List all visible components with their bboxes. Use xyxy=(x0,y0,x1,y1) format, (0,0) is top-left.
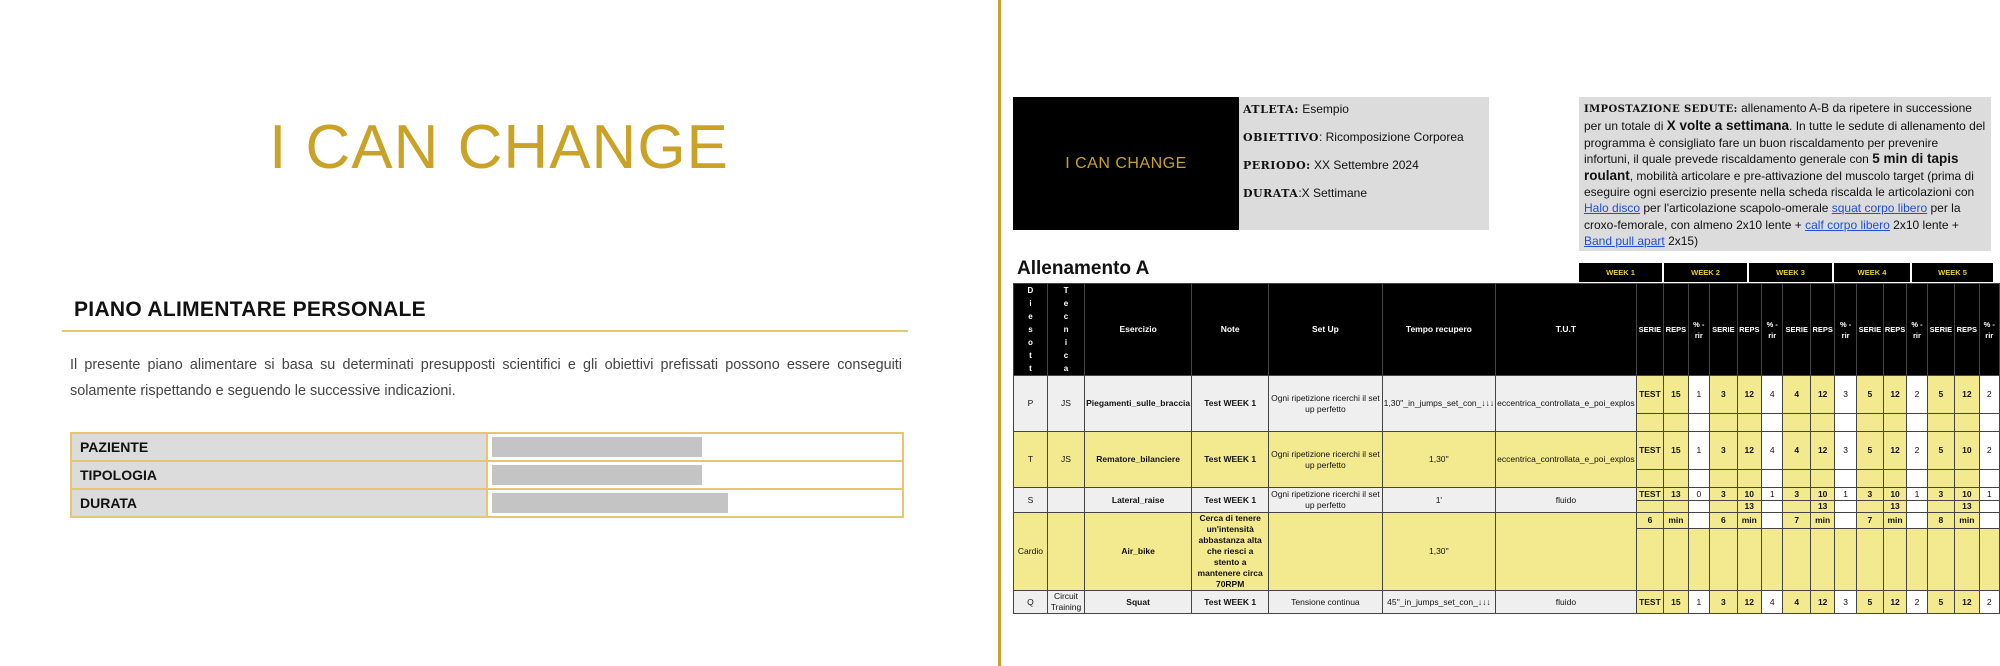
cell-week-value xyxy=(1811,414,1835,432)
cell-week-value: 10 xyxy=(1883,488,1906,501)
cell-week-value xyxy=(1979,528,1999,590)
cell-tempo: 1,30'' xyxy=(1382,513,1496,591)
cell-week-value: 10 xyxy=(1737,488,1761,501)
cell-setup xyxy=(1269,513,1382,591)
cell-week-value xyxy=(1927,470,1955,488)
brand-title: I CAN CHANGE xyxy=(269,113,729,182)
cell-week-value: min xyxy=(1664,513,1688,529)
table-row xyxy=(1014,376,2000,414)
cell-week-value: 5 xyxy=(1927,432,1955,470)
cell-note: Test WEEK 1 xyxy=(1192,591,1269,614)
cell-week-value xyxy=(1883,528,1906,590)
col-serie: SERIE xyxy=(1927,284,1955,376)
redacted-bar xyxy=(492,437,702,457)
cell-week-value xyxy=(1761,513,1783,529)
redacted-bar xyxy=(492,493,728,513)
col-tecnica: T e c n i c a xyxy=(1047,284,1084,376)
cell-week-value: 3 xyxy=(1783,488,1811,501)
cell-esercizio: Air_bike xyxy=(1085,513,1192,591)
cell-week-value xyxy=(1835,513,1857,529)
cell-week-value xyxy=(1856,501,1883,513)
cell-week-value: 10 xyxy=(1811,488,1835,501)
cell-week-value: 3 xyxy=(1710,591,1738,614)
week-header: WEEK 1 xyxy=(1579,263,1662,282)
cell-week-value: 10 xyxy=(1955,488,1979,501)
week-header: WEEK 5 xyxy=(1912,263,1993,282)
cell-week-value: 13 xyxy=(1955,501,1979,513)
patient-label: PAZIENTE xyxy=(71,433,487,461)
cell-week-value: 2 xyxy=(1979,376,1999,414)
table-row xyxy=(1014,488,2000,501)
cell-week-value xyxy=(1688,501,1710,513)
cell-tut: fluido xyxy=(1496,488,1637,513)
info-row-goal: OBIETTIVO: Ricomposizione Corporea xyxy=(1243,130,1464,144)
cell-week-value xyxy=(1811,470,1835,488)
cell-week-value: min xyxy=(1811,513,1835,529)
cell-esercizio: Squat xyxy=(1085,591,1192,614)
cell-week-value xyxy=(1883,470,1906,488)
cell-tut: eccentrica_controllata_e_poi_explos xyxy=(1496,376,1637,432)
cell-week-value: 5 xyxy=(1927,591,1955,614)
plan-intro: Il presente piano alimentare si basa su determinati presupposti scientifici e gli obiettivi prefissati possono essere conseguiti solamente rispettando e seguendo le successive indicazioni. xyxy=(70,357,902,399)
week-header: WEEK 4 xyxy=(1834,263,1910,282)
cell-week-value: TEST xyxy=(1636,432,1664,470)
redacted-bar xyxy=(492,465,702,485)
cell-week-value xyxy=(1955,414,1979,432)
cell-week-value: 1 xyxy=(1761,488,1783,501)
cell-setup: Ogni ripetizione ricerchi il set up perfetto xyxy=(1269,488,1382,513)
cell-week-value xyxy=(1664,414,1688,432)
col-rir: % - rir xyxy=(1835,284,1857,376)
cell-week-value: 15 xyxy=(1664,432,1688,470)
cell-week-value: min xyxy=(1883,513,1906,529)
duration-label: DURATA xyxy=(71,489,487,517)
cell-week-value: 10 xyxy=(1955,432,1979,470)
workout-table xyxy=(1013,283,2000,614)
col-serie: SERIE xyxy=(1783,284,1811,376)
title-divider xyxy=(62,330,908,332)
col-rir: % - rir xyxy=(1761,284,1783,376)
cell-week-value xyxy=(1856,528,1883,590)
cell-week-value xyxy=(1783,501,1811,513)
cell-week-value: 5 xyxy=(1927,376,1955,414)
cell-week-value: 1 xyxy=(1688,591,1710,614)
cell-distretto: Cardio xyxy=(1014,513,1048,591)
cell-week-value: 4 xyxy=(1761,591,1783,614)
cell-week-value: 3 xyxy=(1856,488,1883,501)
cell-esercizio: Lateral_raise xyxy=(1085,488,1192,513)
col-reps: REPS xyxy=(1955,284,1979,376)
cell-week-value: 1 xyxy=(1835,488,1857,501)
cell-week-value: min xyxy=(1955,513,1979,529)
cell-week-value: 5 xyxy=(1856,591,1883,614)
cell-week-value: 12 xyxy=(1883,591,1906,614)
cell-week-value xyxy=(1835,501,1857,513)
cell-week-value xyxy=(1710,528,1738,590)
squat-link[interactable]: squat corpo libero xyxy=(1831,201,1928,216)
cell-distretto: Q xyxy=(1014,591,1048,614)
table-row xyxy=(1014,591,2000,614)
cell-week-value: 3 xyxy=(1710,376,1738,414)
cell-week-value xyxy=(1783,528,1811,590)
cell-week-value: 3 xyxy=(1835,591,1857,614)
week-header: WEEK 2 xyxy=(1664,263,1747,282)
cell-week-value: 1 xyxy=(1907,488,1927,501)
calf-link[interactable]: calf corpo libero xyxy=(1805,217,1890,232)
cell-distretto: T xyxy=(1014,432,1048,488)
cell-week-value: 12 xyxy=(1955,376,1979,414)
cell-tecnica xyxy=(1047,488,1084,513)
cell-week-value: 12 xyxy=(1811,591,1835,614)
cell-week-value xyxy=(1883,414,1906,432)
cell-week-value: 12 xyxy=(1737,376,1761,414)
cell-week-value xyxy=(1927,528,1955,590)
plan-title: PIANO ALIMENTARE PERSONALE xyxy=(74,298,426,321)
cell-week-value xyxy=(1664,470,1688,488)
cell-week-value xyxy=(1835,414,1857,432)
info-row-athlete: ATLETA: Esempio xyxy=(1243,102,1349,116)
cell-week-value: 4 xyxy=(1761,432,1783,470)
nutrition-plan-page xyxy=(0,0,998,666)
cell-setup: Ogni ripetizione ricerchi il set up perfetto xyxy=(1269,376,1382,432)
workout-table-body xyxy=(1014,376,2000,614)
cell-note: Test WEEK 1 xyxy=(1192,488,1269,513)
cell-week-value xyxy=(1688,528,1710,590)
cell-week-value: 6 xyxy=(1710,513,1738,529)
cell-week-value xyxy=(1737,528,1761,590)
cell-week-value: 15 xyxy=(1664,591,1688,614)
cell-week-value: TEST xyxy=(1636,488,1664,501)
sheet-logo xyxy=(1013,97,1239,230)
col-rir: % - rir xyxy=(1979,284,1999,376)
cell-setup: Tensione continua xyxy=(1269,591,1382,614)
col-note: Note xyxy=(1192,284,1269,376)
cell-tut: eccentrica_controllata_e_poi_explos xyxy=(1496,432,1637,488)
cell-week-value: 1 xyxy=(1688,376,1710,414)
cell-week-value: 2 xyxy=(1979,591,1999,614)
cell-week-value: 5 xyxy=(1856,432,1883,470)
cell-week-value xyxy=(1979,414,1999,432)
cell-week-value: 1 xyxy=(1979,488,1999,501)
cell-tempo: 1,30''_in_jumps_set_con_↓↓↓ xyxy=(1382,376,1496,432)
workout-title: Allenamento A xyxy=(1017,258,1150,279)
cell-week-value: 2 xyxy=(1907,376,1927,414)
col-serie: SERIE xyxy=(1636,284,1664,376)
cell-week-value: 12 xyxy=(1883,432,1906,470)
cell-esercizio: Piegamenti_sulle_braccia xyxy=(1085,376,1192,432)
cell-week-value: TEST xyxy=(1636,376,1664,414)
col-reps: REPS xyxy=(1811,284,1835,376)
table-header-row xyxy=(1014,284,2000,376)
cell-week-value xyxy=(1907,470,1927,488)
cell-week-value: 2 xyxy=(1907,432,1927,470)
cell-week-value xyxy=(1783,470,1811,488)
training-sheet-page xyxy=(1001,0,2000,666)
sheet-logo-text: I CAN CHANGE xyxy=(1065,154,1187,172)
cell-week-value xyxy=(1710,414,1738,432)
cell-week-value: 13 xyxy=(1883,501,1906,513)
cell-week-value: 12 xyxy=(1811,432,1835,470)
cell-week-value: 5 xyxy=(1856,376,1883,414)
cell-tut: fluido xyxy=(1496,591,1637,614)
cell-tempo: 1' xyxy=(1382,488,1496,513)
cell-week-value: 6 xyxy=(1636,513,1664,529)
col-distretto: D i e s o t t xyxy=(1014,284,1048,376)
table-row xyxy=(1014,513,2000,529)
cell-week-value xyxy=(1979,501,1999,513)
cell-week-value xyxy=(1907,501,1927,513)
cell-tempo: 1,30'' xyxy=(1382,432,1496,488)
cell-tecnica xyxy=(1047,513,1084,591)
cell-week-value: 2 xyxy=(1979,432,1999,470)
cell-week-value xyxy=(1688,470,1710,488)
cell-week-value: min xyxy=(1737,513,1761,529)
cell-week-value xyxy=(1664,528,1688,590)
cell-week-value xyxy=(1737,470,1761,488)
cell-week-value xyxy=(1710,501,1738,513)
cell-week-value xyxy=(1927,414,1955,432)
halo-disco-link[interactable]: Halo disco xyxy=(1584,201,1641,216)
cell-tecnica: JS xyxy=(1047,376,1084,432)
cell-week-value: 12 xyxy=(1737,591,1761,614)
cell-week-value: 4 xyxy=(1783,591,1811,614)
type-label: TIPOLOGIA xyxy=(71,461,487,489)
cell-week-value xyxy=(1835,470,1857,488)
cell-week-value: TEST xyxy=(1636,591,1664,614)
cell-week-value: 13 xyxy=(1664,488,1688,501)
cell-tecnica: JS xyxy=(1047,432,1084,488)
cell-week-value xyxy=(1710,470,1738,488)
cell-week-value xyxy=(1811,528,1835,590)
col-rir: % - rir xyxy=(1688,284,1710,376)
cell-week-value xyxy=(1636,501,1664,513)
cell-week-value: 12 xyxy=(1955,591,1979,614)
cell-week-value xyxy=(1636,528,1664,590)
cell-tut xyxy=(1496,513,1637,591)
cell-setup: Ogni ripetizione ricerchi il set up perfetto xyxy=(1269,432,1382,488)
cell-note: Cerca di tenere un'intensità abbastanza alta che riesci a stento a mantenere circa 70RPM xyxy=(1192,513,1269,591)
cell-week-value xyxy=(1907,414,1927,432)
cell-note: Test WEEK 1 xyxy=(1192,376,1269,432)
cell-week-value xyxy=(1688,414,1710,432)
cell-week-value xyxy=(1979,513,1999,529)
cell-week-value: 12 xyxy=(1883,376,1906,414)
cell-week-value: 8 xyxy=(1927,513,1955,529)
cell-week-value xyxy=(1761,501,1783,513)
cell-week-value xyxy=(1664,501,1688,513)
cell-week-value: 12 xyxy=(1811,376,1835,414)
cell-week-value: 12 xyxy=(1737,432,1761,470)
cell-tempo: 45''_in_jumps_set_con_↓↓↓ xyxy=(1382,591,1496,614)
cell-week-value: 4 xyxy=(1783,432,1811,470)
cell-week-value xyxy=(1688,513,1710,529)
cell-week-value xyxy=(1636,414,1664,432)
cell-week-value xyxy=(1907,528,1927,590)
week-header: WEEK 3 xyxy=(1749,263,1832,282)
cell-week-value: 3 xyxy=(1927,488,1955,501)
cell-week-value: 4 xyxy=(1761,376,1783,414)
info-row-period: PERIODO: XX Settembre 2024 xyxy=(1243,158,1419,172)
cell-note: Test WEEK 1 xyxy=(1192,432,1269,488)
cell-week-value: 2 xyxy=(1907,591,1927,614)
cell-week-value xyxy=(1636,470,1664,488)
cell-week-value xyxy=(1856,414,1883,432)
patient-table xyxy=(70,432,904,518)
col-reps: REPS xyxy=(1737,284,1761,376)
cell-week-value: 15 xyxy=(1664,376,1688,414)
cell-week-value xyxy=(1927,501,1955,513)
cell-esercizio: Rematore_bilanciere xyxy=(1085,432,1192,488)
col-serie: SERIE xyxy=(1856,284,1883,376)
cell-week-value: 1 xyxy=(1688,432,1710,470)
col-tut: T.U.T xyxy=(1496,284,1637,376)
cell-week-value: 13 xyxy=(1737,501,1761,513)
cell-week-value: 7 xyxy=(1783,513,1811,529)
cell-week-value xyxy=(1979,470,1999,488)
cell-week-value xyxy=(1955,470,1979,488)
col-esercizio: Esercizio xyxy=(1085,284,1192,376)
cell-tecnica: Circuit Training xyxy=(1047,591,1084,614)
table-row xyxy=(1014,432,2000,470)
col-serie: SERIE xyxy=(1710,284,1738,376)
cell-week-value xyxy=(1907,513,1927,529)
col-tempo: Tempo recupero xyxy=(1382,284,1496,376)
cell-week-value xyxy=(1737,414,1761,432)
cell-distretto: P xyxy=(1014,376,1048,432)
cell-week-value: 3 xyxy=(1710,488,1738,501)
session-setup-note: IMPOSTAZIONE SEDUTE: allenamento A-B da ripetere in successione per un totale di X volte a settimana. In tutte le sedute di allenamento del programma è consigliato fare un buon riscaldamento per prevenire infortuni, il quale prevede riscaldamento generale con 5 min di tapis roulant, mobilità articolare e pre-attivazione del muscolo target (prima di eseguire ogni esercizio presente nella scheda riscalda le articolazioni con Halo disco per l'articolazione scapolo-omerale squat corpo libero per la croxo-femorale, con almeno 2x10 lente + calf corpo libero 2x10 lente + Band pull apart 2x15) xyxy=(1579,97,1991,251)
info-row-duration: DURATA:X Settimane xyxy=(1243,186,1368,200)
cell-week-value: 13 xyxy=(1811,501,1835,513)
cell-week-value: 0 xyxy=(1688,488,1710,501)
band-pull-link[interactable]: Band pull apart xyxy=(1584,234,1665,249)
cell-week-value: 3 xyxy=(1710,432,1738,470)
cell-week-value xyxy=(1783,414,1811,432)
cell-week-value: 3 xyxy=(1835,376,1857,414)
cell-week-value: 7 xyxy=(1856,513,1883,529)
cell-distretto: S xyxy=(1014,488,1048,513)
cell-week-value xyxy=(1761,470,1783,488)
athlete-info xyxy=(1239,97,1489,230)
duration-value[interactable] xyxy=(487,489,903,517)
cell-week-value xyxy=(1761,528,1783,590)
cell-week-value xyxy=(1955,528,1979,590)
col-reps: REPS xyxy=(1664,284,1688,376)
patient-value[interactable] xyxy=(487,433,903,461)
col-setup: Set Up xyxy=(1269,284,1382,376)
cell-week-value: 4 xyxy=(1783,376,1811,414)
type-value[interactable] xyxy=(487,461,903,489)
col-reps: REPS xyxy=(1883,284,1906,376)
cell-week-value: 3 xyxy=(1835,432,1857,470)
cell-week-value xyxy=(1835,528,1857,590)
cell-week-value xyxy=(1856,470,1883,488)
col-rir: % - rir xyxy=(1907,284,1927,376)
cell-week-value xyxy=(1761,414,1783,432)
